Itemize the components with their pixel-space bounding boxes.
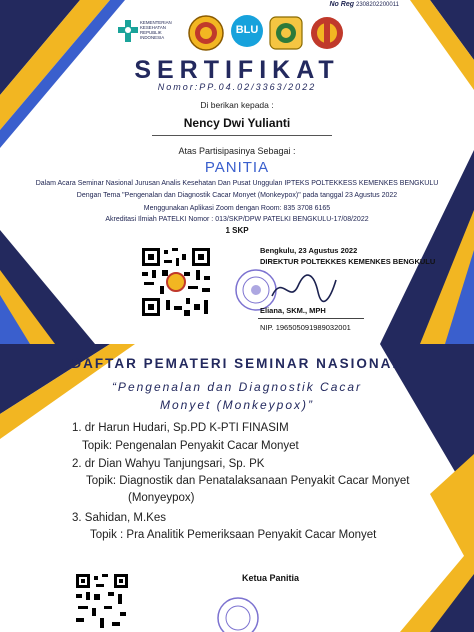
event-line-3: Menggunakan Aplikasi Zoom dengan Room: 835 3708 6165 (143, 205, 331, 212)
blu-text: BLU (235, 24, 259, 36)
speakers-theme-line-2: Monyet (Monkeypox)” (159, 398, 315, 412)
speakers-panel (0, 344, 474, 632)
no-reg-value: 2308202200011 (356, 2, 399, 8)
sign-name: Eliana, SKM., MPH (260, 306, 326, 315)
poltekkes-seal-icon (188, 14, 224, 52)
sign-position: DIREKTUR POLTEKKES KEMENKES BENGKULU (260, 257, 436, 266)
given-to-label: Di berikan kepada : (200, 100, 274, 110)
speakers-theme-line-1: “Pengenalan dan Diagnostik Cacar (111, 380, 363, 394)
patelki-logo-icon (308, 14, 346, 52)
qr-code-icon (140, 246, 212, 318)
speakers-theme (0, 378, 474, 414)
blu-logo (230, 14, 264, 52)
kemenkes-logo (118, 14, 186, 52)
speaker-2-topic-cont: (Monyeypox) (128, 492, 195, 504)
university-seal-icon (268, 14, 304, 52)
speaker-1-topic: Topik: Pengenalan Penyakit Cacar Monyet (82, 440, 299, 452)
speaker-2-name: 2. dr Dian Wahyu Tanjungsari, Sp. PK (72, 458, 265, 470)
event-line-1: Dalam Acara Seminar Nasional Jurusan Analis Kesehatan Dan Pusat Unggulan IPTEKS POLTEKKESS KEMENKES BENGKULU (35, 180, 439, 187)
kemenkes-text: KEMENTERIAN KESEHATAN REPUBLIK INDONESIA (140, 20, 172, 40)
recipient-name: Nency Dwi Yulianti (183, 116, 291, 130)
event-line-2: Dengan Tema "Pengenalan dan Diagnostik Cacar Monyet (Monkeypox)" pada tanggal 23 Agustus 2022 (76, 192, 398, 199)
speaker-3-name: 3. Sahidan, M.Kes (72, 512, 166, 524)
skp-value: 1 SKP (225, 226, 249, 235)
sign-nip: NIP. 196505091989032001 (260, 323, 351, 332)
name-divider (152, 135, 332, 136)
participation-label: Atas Partisipasinya Sebagai : (178, 146, 296, 156)
sign-date: Bengkulu, 23 Agustus 2022 (260, 246, 358, 255)
committee-stamp-icon (216, 596, 260, 632)
speaker-1-name: 1. dr Harun Hudari, Sp.PD K-PTI FINASIM (72, 422, 289, 434)
certificate-number: Nomor:PP.04.02/3363/2022 (157, 82, 317, 92)
kemenkes-emblem-icon (118, 18, 138, 44)
bottom-qr-code-icon (74, 572, 130, 632)
no-reg-label: No Reg (329, 1, 354, 8)
role-title: PANITIA (204, 159, 270, 176)
speaker-3-topic: Topik : Pra Analitik Pemeriksaan Penyakit Cacar Monyet (90, 529, 377, 541)
event-line-4: Akreditasi Ilmiah PATELKI Nomor : 013/SKP/DPW PATELKI BENGKULU-17/08/2022 (105, 216, 369, 223)
speakers-title: DAFTAR PEMATERI SEMINAR NASIONAL (71, 356, 403, 371)
signature-icon (268, 270, 338, 306)
certificate-title: SERTIFIKAT (134, 56, 340, 84)
logo-row (118, 14, 358, 56)
signature-line (258, 318, 364, 319)
ketua-panitia-label: Ketua Panitia (242, 573, 300, 583)
speaker-2-topic: Topik: Diagnostik dan Penatalaksanaan Penyakit Cacar Monyet (86, 475, 410, 487)
